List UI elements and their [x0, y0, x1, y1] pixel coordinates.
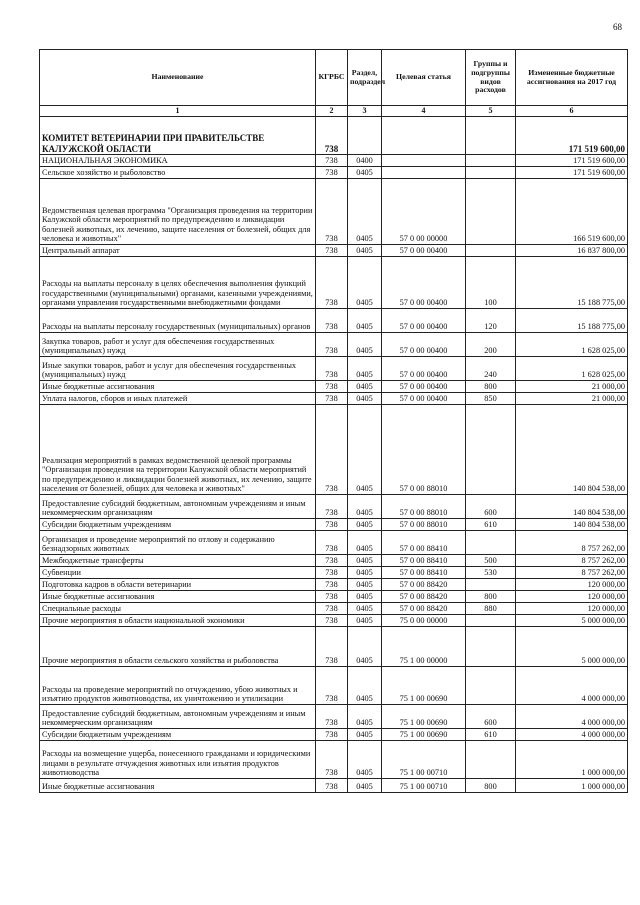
row-amount: 8 757 262,00 — [516, 555, 628, 567]
row-amount: 171 519 600,00 — [516, 167, 628, 179]
row-group — [466, 741, 516, 779]
row-target: 57 0 00 88420 — [382, 579, 466, 591]
row-kgrbs: 738 — [316, 155, 348, 167]
row-target: 75 0 00 00000 — [382, 615, 466, 627]
row-section: 0405 — [348, 779, 382, 793]
row-group: 500 — [466, 555, 516, 567]
header-section: Раздел, подраздел — [348, 50, 382, 106]
row-section: 0405 — [348, 729, 382, 741]
row-target — [382, 167, 466, 179]
row-group: 880 — [466, 603, 516, 615]
row-name: Расходы на возмещение ущерба, понесенного гражданами и юридическими лицами в результате отчуждения животных или изъятия продуктов животноводства — [40, 741, 316, 779]
row-amount: 140 804 538,00 — [516, 405, 628, 495]
row-name: Межбюджетные трансферты — [40, 555, 316, 567]
column-number: 5 — [466, 106, 516, 117]
row-amount: 5 000 000,00 — [516, 615, 628, 627]
row-amount: 5 000 000,00 — [516, 627, 628, 667]
row-target: 75 1 00 00690 — [382, 667, 466, 705]
column-number: 2 — [316, 106, 348, 117]
row-name: Организация и проведение мероприятий по отлову и содержанию безнадзорных животных — [40, 531, 316, 555]
row-kgrbs: 738 — [316, 393, 348, 405]
table-body — [40, 117, 628, 793]
row-name: Подготовка кадров в области ветеринарии — [40, 579, 316, 591]
row-target: 57 0 00 00400 — [382, 333, 466, 357]
table-row — [40, 779, 628, 793]
row-kgrbs: 738 — [316, 741, 348, 779]
row-group — [466, 117, 516, 155]
row-amount: 140 804 538,00 — [516, 519, 628, 531]
row-name: Предоставление субсидий бюджетным, автономным учреждениям и иным некоммерческим организациям — [40, 495, 316, 519]
row-name: Иные бюджетные ассигнования — [40, 591, 316, 603]
row-section: 0405 — [348, 357, 382, 381]
row-name: Специальные расходы — [40, 603, 316, 615]
row-group — [466, 167, 516, 179]
row-kgrbs: 738 — [316, 257, 348, 309]
row-group — [466, 579, 516, 591]
row-group — [466, 531, 516, 555]
header-name: Наименование — [40, 50, 316, 106]
row-section: 0405 — [348, 309, 382, 333]
row-section: 0405 — [348, 393, 382, 405]
row-target: 75 1 00 00690 — [382, 705, 466, 729]
row-name: Расходы на выплаты персоналу государственных (муниципальных) органов — [40, 309, 316, 333]
table-row — [40, 167, 628, 179]
column-number: 1 — [40, 106, 316, 117]
row-target: 57 0 00 88010 — [382, 405, 466, 495]
table-row — [40, 155, 628, 167]
row-kgrbs: 738 — [316, 117, 348, 155]
table-row — [40, 381, 628, 393]
row-amount: 120 000,00 — [516, 579, 628, 591]
row-target — [382, 117, 466, 155]
row-kgrbs: 738 — [316, 779, 348, 793]
row-target: 57 0 00 88420 — [382, 591, 466, 603]
table-row — [40, 591, 628, 603]
table-row — [40, 393, 628, 405]
row-group: 240 — [466, 357, 516, 381]
row-kgrbs: 738 — [316, 705, 348, 729]
row-amount: 4 000 000,00 — [516, 705, 628, 729]
row-kgrbs: 738 — [316, 567, 348, 579]
table-row — [40, 245, 628, 257]
row-name: Иные закупки товаров, работ и услуг для обеспечения государственных (муниципальных) нужд — [40, 357, 316, 381]
row-name: Закупка товаров, работ и услуг для обеспечения государственных (муниципальных) нужд — [40, 333, 316, 357]
row-section: 0405 — [348, 667, 382, 705]
table-row — [40, 627, 628, 667]
row-name: КОМИТЕТ ВЕТЕРИНАРИИ ПРИ ПРАВИТЕЛЬСТВЕ КАЛУЖСКОЙ ОБЛАСТИ — [40, 117, 316, 155]
table-row — [40, 555, 628, 567]
row-kgrbs: 738 — [316, 495, 348, 519]
row-group: 610 — [466, 729, 516, 741]
row-amount: 120 000,00 — [516, 603, 628, 615]
row-name: Субсидии бюджетным учреждениям — [40, 729, 316, 741]
row-amount: 4 000 000,00 — [516, 667, 628, 705]
row-target: 57 0 00 00400 — [382, 357, 466, 381]
row-amount: 21 000,00 — [516, 381, 628, 393]
row-section — [348, 117, 382, 155]
row-section: 0405 — [348, 615, 382, 627]
row-group — [466, 179, 516, 245]
row-name: Центральный аппарат — [40, 245, 316, 257]
row-kgrbs: 738 — [316, 555, 348, 567]
table-row — [40, 309, 628, 333]
row-target: 57 0 00 88420 — [382, 603, 466, 615]
row-section: 0405 — [348, 495, 382, 519]
row-section: 0405 — [348, 567, 382, 579]
row-section: 0405 — [348, 519, 382, 531]
row-target: 57 0 00 00400 — [382, 309, 466, 333]
row-amount: 171 519 600,00 — [516, 155, 628, 167]
row-section: 0405 — [348, 705, 382, 729]
row-target: 57 0 00 88010 — [382, 495, 466, 519]
row-section: 0405 — [348, 741, 382, 779]
row-target: 75 1 00 00000 — [382, 627, 466, 667]
row-name: Прочие мероприятия в области сельского хозяйства и рыболовства — [40, 627, 316, 667]
row-section: 0405 — [348, 555, 382, 567]
row-amount: 1 628 025,00 — [516, 333, 628, 357]
row-target: 57 0 00 00400 — [382, 245, 466, 257]
row-amount: 21 000,00 — [516, 393, 628, 405]
table-row — [40, 257, 628, 309]
row-section: 0405 — [348, 579, 382, 591]
row-section: 0405 — [348, 333, 382, 357]
row-kgrbs: 738 — [316, 179, 348, 245]
column-number: 4 — [382, 106, 466, 117]
row-target: 57 0 00 00400 — [382, 257, 466, 309]
table-row — [40, 667, 628, 705]
row-section: 0405 — [348, 245, 382, 257]
row-amount: 171 519 600,00 — [516, 117, 628, 155]
row-group: 800 — [466, 381, 516, 393]
table-row — [40, 741, 628, 779]
row-amount: 15 188 775,00 — [516, 257, 628, 309]
row-amount: 8 757 262,00 — [516, 531, 628, 555]
row-target: 75 1 00 00710 — [382, 741, 466, 779]
row-group: 610 — [466, 519, 516, 531]
row-target: 75 1 00 00710 — [382, 779, 466, 793]
row-group — [466, 245, 516, 257]
table-row — [40, 405, 628, 495]
row-amount: 1 000 000,00 — [516, 741, 628, 779]
row-section: 0405 — [348, 627, 382, 667]
row-kgrbs: 738 — [316, 381, 348, 393]
table-row — [40, 357, 628, 381]
row-target — [382, 155, 466, 167]
row-group: 100 — [466, 257, 516, 309]
row-section: 0405 — [348, 591, 382, 603]
row-target: 57 0 00 88410 — [382, 531, 466, 555]
row-group — [466, 405, 516, 495]
header-row — [40, 50, 628, 106]
row-amount: 4 000 000,00 — [516, 729, 628, 741]
row-amount: 15 188 775,00 — [516, 309, 628, 333]
page-number: 68 — [613, 22, 622, 32]
row-amount: 1 628 025,00 — [516, 357, 628, 381]
row-group: 600 — [466, 495, 516, 519]
row-target: 57 0 00 00000 — [382, 179, 466, 245]
row-group: 200 — [466, 333, 516, 357]
row-name: Сельское хозяйство и рыболовство — [40, 167, 316, 179]
row-kgrbs: 738 — [316, 245, 348, 257]
header-kgrbs: КГРБС — [316, 50, 348, 106]
row-section: 0405 — [348, 167, 382, 179]
row-group — [466, 155, 516, 167]
column-number: 3 — [348, 106, 382, 117]
row-amount: 140 804 538,00 — [516, 495, 628, 519]
row-name: Иные бюджетные ассигнования — [40, 381, 316, 393]
row-kgrbs: 738 — [316, 591, 348, 603]
row-kgrbs: 738 — [316, 603, 348, 615]
row-target: 57 0 00 88410 — [382, 567, 466, 579]
row-section: 0405 — [348, 257, 382, 309]
row-name: НАЦИОНАЛЬНАЯ ЭКОНОМИКА — [40, 155, 316, 167]
row-section: 0405 — [348, 603, 382, 615]
row-group: 120 — [466, 309, 516, 333]
header-amount: Измененные бюджетные ассигнования на 2017 год — [516, 50, 628, 106]
row-kgrbs: 738 — [316, 531, 348, 555]
row-name: Предоставление субсидий бюджетным, автономным учреждениям и иным некоммерческим организациям — [40, 705, 316, 729]
row-section: 0405 — [348, 405, 382, 495]
row-section: 0405 — [348, 531, 382, 555]
row-kgrbs: 738 — [316, 627, 348, 667]
row-amount: 16 837 800,00 — [516, 245, 628, 257]
row-section: 0405 — [348, 381, 382, 393]
table-row — [40, 603, 628, 615]
row-name: Субсидии бюджетным учреждениям — [40, 519, 316, 531]
row-group: 850 — [466, 393, 516, 405]
table-row — [40, 729, 628, 741]
row-section: 0400 — [348, 155, 382, 167]
row-name: Субвенции — [40, 567, 316, 579]
row-name: Расходы на проведение мероприятий по отчуждению, убою животных и изъятию продуктов животноводства, их уничтожению и утилизации — [40, 667, 316, 705]
table-row — [40, 579, 628, 591]
row-group — [466, 615, 516, 627]
table-row — [40, 567, 628, 579]
row-section: 0405 — [348, 179, 382, 245]
table-row — [40, 179, 628, 245]
table-row — [40, 333, 628, 357]
row-name: Ведомственная целевая программа "Организация проведения на территории Калужской области мероприятий по предупреждению и ликвидации болезней животных, их лечению, защите населения от болезней, общих для человека и животных" — [40, 179, 316, 245]
row-amount: 120 000,00 — [516, 591, 628, 603]
row-group: 800 — [466, 779, 516, 793]
row-name: Расходы на выплаты персоналу в целях обеспечения выполнения функций государственными (муниципальными) органами, казенными учреждениями, органами управления государственными внебюджетными фондами — [40, 257, 316, 309]
row-kgrbs: 738 — [316, 579, 348, 591]
row-kgrbs: 738 — [316, 309, 348, 333]
table-row — [40, 615, 628, 627]
row-target: 57 0 00 00400 — [382, 381, 466, 393]
row-kgrbs: 738 — [316, 667, 348, 705]
row-group: 600 — [466, 705, 516, 729]
row-kgrbs: 738 — [316, 615, 348, 627]
row-kgrbs: 738 — [316, 333, 348, 357]
table-row — [40, 117, 628, 155]
row-target: 75 1 00 00690 — [382, 729, 466, 741]
row-group: 530 — [466, 567, 516, 579]
row-amount: 8 757 262,00 — [516, 567, 628, 579]
header-groups: Группы и подгруппы видов расходов — [466, 50, 516, 106]
row-kgrbs: 738 — [316, 357, 348, 381]
row-target: 57 0 00 88410 — [382, 555, 466, 567]
table-row — [40, 495, 628, 519]
row-target: 57 0 00 00400 — [382, 393, 466, 405]
row-name: Уплата налогов, сборов и иных платежей — [40, 393, 316, 405]
row-amount: 1 000 000,00 — [516, 779, 628, 793]
row-kgrbs: 738 — [316, 167, 348, 179]
row-name: Реализация мероприятий в рамках ведомственной целевой программы "Организация проведения на территории Калужской области мероприятий по предупреждению и ликвидации болезней животных, их лечению, защите населения от болезней, общих для человека и животных" — [40, 405, 316, 495]
row-kgrbs: 738 — [316, 405, 348, 495]
row-group — [466, 627, 516, 667]
row-group — [466, 667, 516, 705]
row-target: 57 0 00 88010 — [382, 519, 466, 531]
table-row — [40, 531, 628, 555]
row-kgrbs: 738 — [316, 729, 348, 741]
row-kgrbs: 738 — [316, 519, 348, 531]
row-name: Прочие мероприятия в области национальной экономики — [40, 615, 316, 627]
table-row — [40, 519, 628, 531]
column-number-row — [40, 106, 628, 117]
column-number: 6 — [516, 106, 628, 117]
table-row — [40, 705, 628, 729]
row-name: Иные бюджетные ассигнования — [40, 779, 316, 793]
row-group: 800 — [466, 591, 516, 603]
header-target: Целевая статья — [382, 50, 466, 106]
budget-table — [39, 49, 628, 793]
row-amount: 166 519 600,00 — [516, 179, 628, 245]
